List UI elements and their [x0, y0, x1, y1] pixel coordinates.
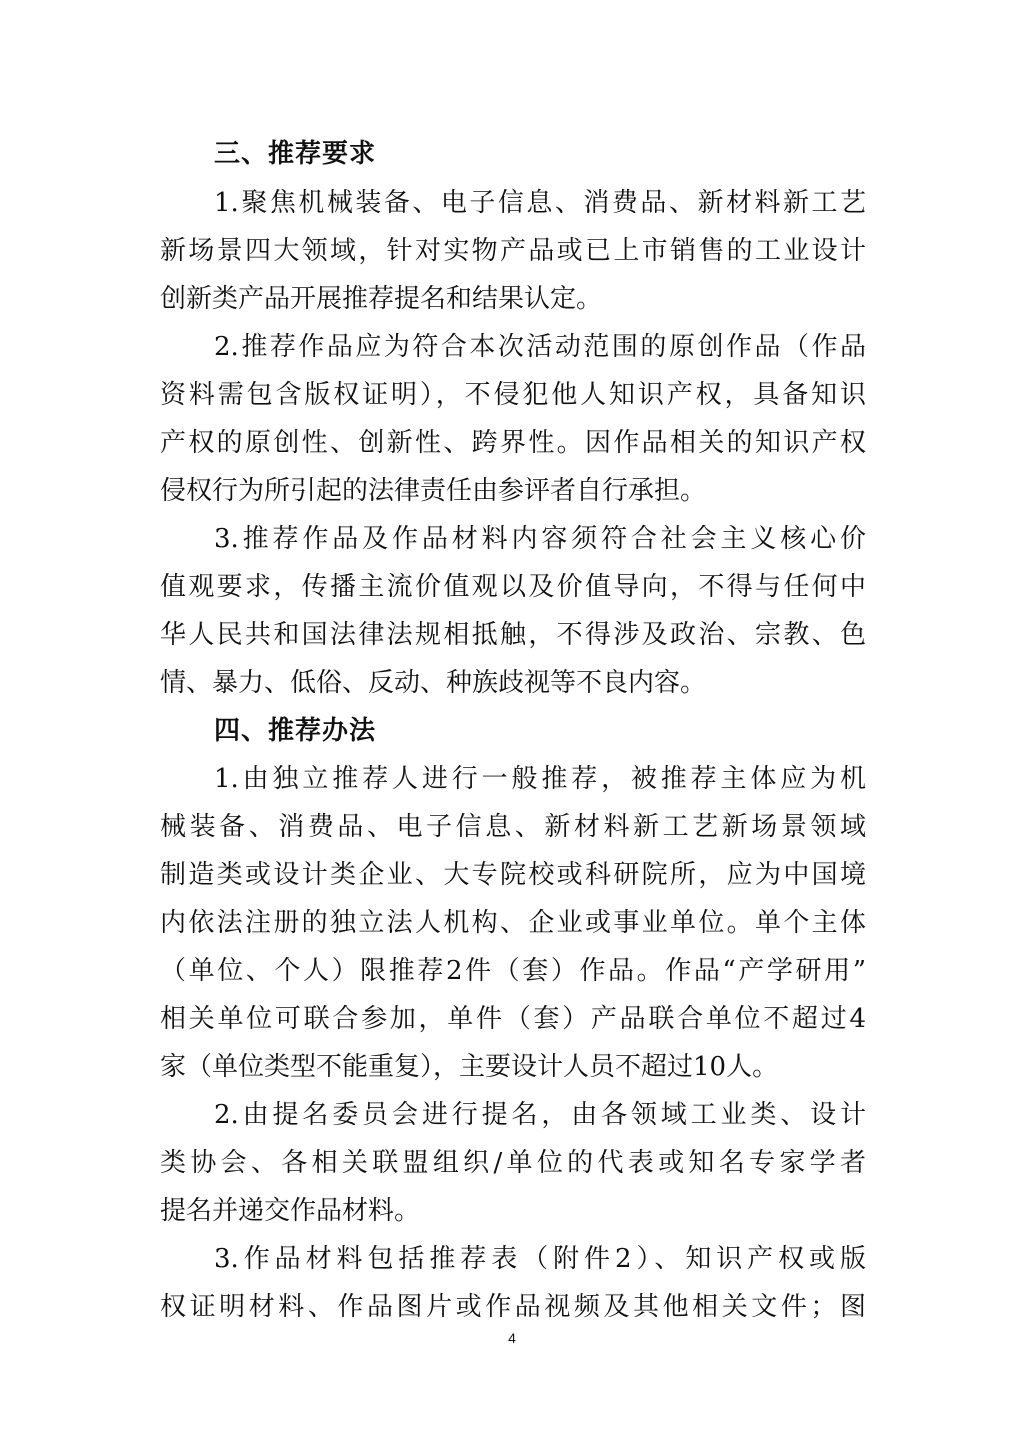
paragraph-line: 家（单位类型不能重复），主要设计人员不超过10人。 — [160, 1052, 779, 1082]
paragraph-line: 内依法注册的独立法人机构、企业或事业单位。单个主体 — [160, 908, 866, 938]
paragraph-line: 资料需包含版权证明），不侵犯他人知识产权，具备知识 — [160, 380, 866, 410]
page-number: 4 — [508, 1330, 516, 1346]
paragraph-line: 提名并递交作品材料。 — [160, 1196, 421, 1226]
paragraph-line: 3.作品材料包括推荐表（附件2）、知识产权或版 — [214, 1244, 866, 1274]
section-heading-3: 三、推荐要求 — [214, 139, 377, 169]
paragraph-line: 制造类或设计类企业、大专院校或科研院所，应为中国境 — [160, 860, 866, 890]
paragraph-line: 2.推荐作品应为符合本次活动范围的原创作品（作品 — [214, 332, 866, 362]
paragraph-line: 新场景四大领域，针对实物产品或已上市销售的工业设计 — [160, 236, 866, 266]
paragraph-line: 权证明材料、作品图片或作品视频及其他相关文件；图 — [160, 1292, 866, 1322]
paragraph-line: 情、暴力、低俗、反动、种族歧视等不良内容。 — [160, 668, 707, 698]
paragraph-line: 相关单位可联合参加，单件（套）产品联合单位不超过4 — [160, 1004, 866, 1034]
paragraph-line: 类协会、各相关联盟组织/单位的代表或知名专家学者 — [160, 1148, 866, 1178]
paragraph-line: 侵权行为所引起的法律责任由参评者自行承担。 — [160, 476, 707, 506]
paragraph-line: 华人民共和国法律法规相抵触，不得涉及政治、宗教、色 — [160, 620, 866, 650]
section-heading-4: 四、推荐办法 — [214, 716, 377, 746]
paragraph-line: 械装备、消费品、电子信息、新材料新工艺新场景领域 — [160, 812, 866, 842]
paragraph-line: 产权的原创性、创新性、跨界性。因作品相关的知识产权 — [160, 428, 866, 458]
paragraph-line: 1.由独立推荐人进行一般推荐，被推荐主体应为机 — [214, 764, 866, 794]
paragraph-line: （单位、个人）限推荐2件（套）作品。作品“产学研用” — [160, 956, 866, 986]
paragraph-line: 值观要求，传播主流价值观以及价值导向，不得与任何中 — [160, 572, 866, 602]
paragraph-line: 创新类产品开展推荐提名和结果认定。 — [160, 284, 603, 314]
paragraph-line: 3.推荐作品及作品材料内容须符合社会主义核心价 — [214, 524, 866, 554]
paragraph-line: 2.由提名委员会进行提名，由各领域工业类、设计 — [214, 1100, 866, 1130]
paragraph-line: 1.聚焦机械装备、电子信息、消费品、新材料新工艺 — [214, 188, 866, 218]
